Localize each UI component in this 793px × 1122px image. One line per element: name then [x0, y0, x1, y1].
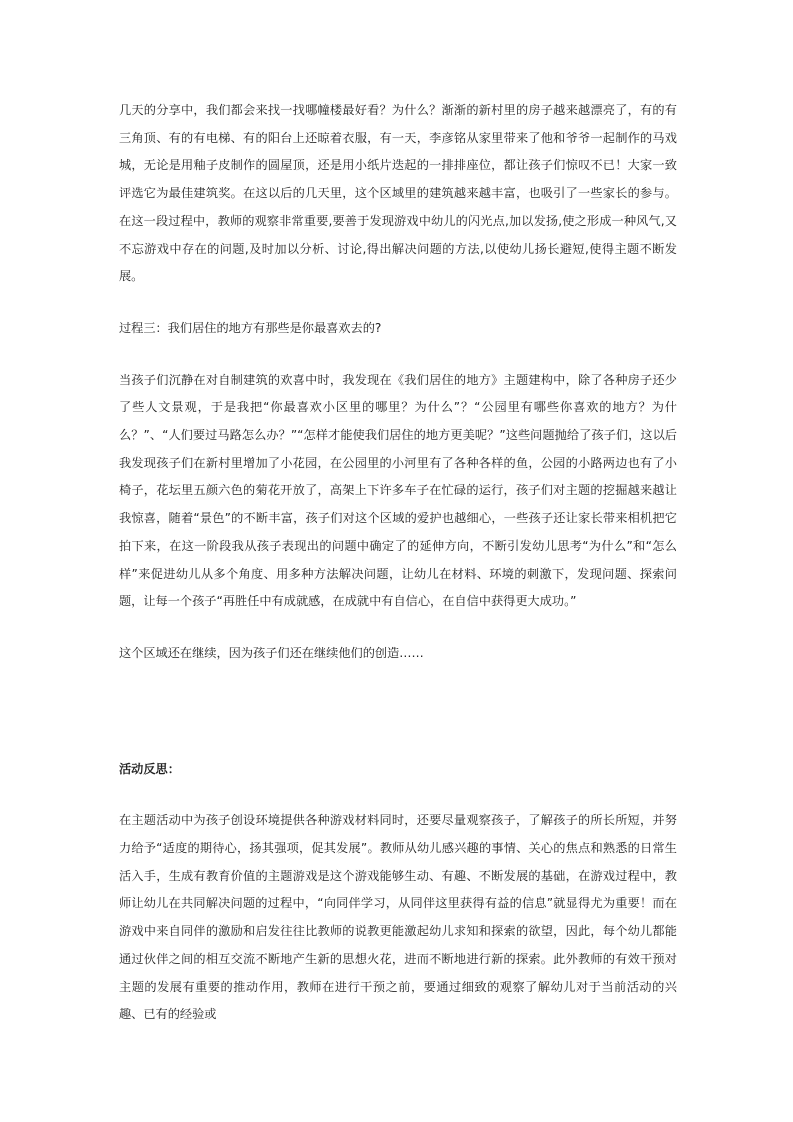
paragraph-process-three: 当孩子们沉静在对自制建筑的欢喜中时，我发现在《我们居住的地方》主题建构中，除了各种房子还少了些人文景观，于是我把“你最喜欢小区里的哪里？为什么”？“公园里有哪些你喜欢的地方？为什么？”、“人们要过马路怎么办？”“怎样才能使我们居住的地方更美呢？”这些问题抛给了孩子们，这以后我发现孩子们在新村里增加了小花园，在公园里的小河里有了各种各样的鱼，公园的小路两边也有了小椅子，花坛里五颜六色的菊花开放了，高架上下许多车子在忙碌的运行，孩子们对主题的挖掘越来越让我惊喜，随着“景色”的不断丰富，孩子们对这个区域的爱护也越细心，一些孩子还让家长带来相机把它拍下来，在这一阶段我从孩子表现出的问题中确定了的延伸方向，不断引发幼儿思考“为什么”和“怎么样”来促进幼儿从多个角度、用多种方法解决问题，让幼儿在材料、环境的刺激下，发现问题、探索问题，让每一个孩子“再胜任中有成就感，在成就中有自信心，在自信中获得更大成功。” — [119, 372, 677, 609]
paragraph-continuing: 这个区域还在继续，因为孩子们还在继续他们的创造…… — [119, 645, 424, 660]
paragraph-sharing: 几天的分享中，我们都会来找一找哪幢楼最好看？为什么？渐渐的新村里的房子越来越漂亮了，有的有三角顶、有的有电梯、有的阳台上还晾着衣服，有一天，李彦铭从家里带来了他和爷爷一起制作的马戏城，无论是用釉子皮制作的圆屋顶，还是用小纸片迭起的一排排座位，都让孩子们惊叹不已！大家一致评选它为最佳建筑奖。在这以后的几天里，这个区域里的建筑越来越丰富，也吸引了一些家长的参与。在这一段过程中，教师的观察非常重要,要善于发现游戏中幼儿的闪光点,加以发扬,使之形成一种风气,又不忘游戏中存在的问题,及时加以分析、讨论,得出解决问题的方法,以使幼儿扬长避短,使得主题不断发展。 — [119, 103, 677, 284]
heading-process-three: 过程三：我们居住的地方有那些是你最喜欢去的? — [119, 320, 382, 335]
document-body — [119, 97, 677, 1029]
paragraph-reflection: 在主题活动中为孩子创设环境提供各种游戏材料同时，还要尽量观察孩子，了解孩子的所长所短，并努力给予“适度的期待心，扬其强项，促其发展”。教师从幼儿感兴趣的事情、关心的焦点和熟悉的日常生活入手，生成有教育价值的主题游戏是这个游戏能够生动、有趣、不断发展的基础，在游戏过程中，教师让幼儿在共同解决问题的过程中，“向同伴学习，从同伴这里获得有益的信息”就显得尤为重要！而在游戏中来自同伴的激励和启发往往比教师的说教更能激起幼儿求知和探索的欲望，因此，每个幼儿都能通过伙伴之间的相互交流不断地产生新的思想火花，进而不断地进行新的探索。此外教师的有效干预对主题的发展有重要的推动作用，教师在进行干预之前，要通过细致的观察了解幼儿对于当前活动的兴趣、已有的经验或 — [119, 813, 677, 1022]
heading-activity-reflection: 活动反思： — [119, 761, 180, 776]
